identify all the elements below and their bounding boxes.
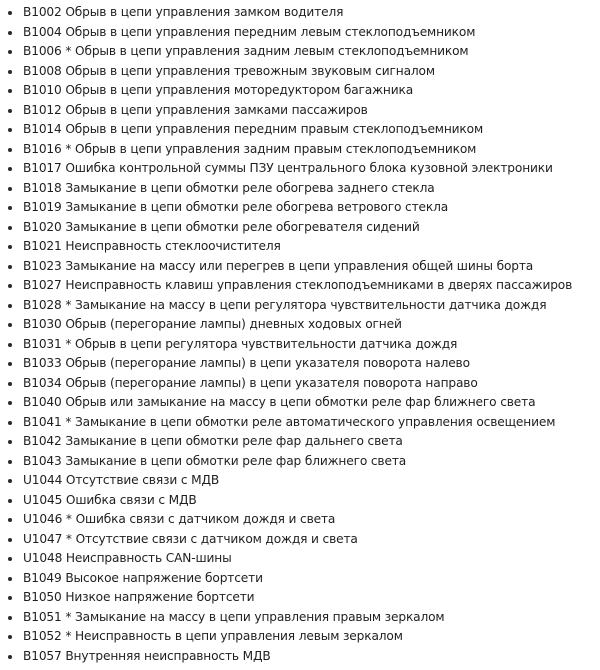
bullet-icon	[8, 655, 12, 659]
list-item	[6, 608, 598, 628]
bullet-icon	[8, 70, 12, 74]
bullet-icon	[8, 31, 12, 35]
bullet-icon	[8, 167, 12, 171]
bullet-icon	[8, 148, 12, 152]
fault-code-text: U1044 Отсутствие связи с МДВ	[23, 473, 220, 487]
list-item	[6, 432, 598, 452]
bullet-icon	[8, 518, 12, 522]
fault-code-text: B1017 Ошибка контрольной суммы ПЗУ центрального блока кузовной электроники	[23, 161, 553, 175]
list-item	[6, 491, 598, 511]
fault-code-text: B1030 Обрыв (перегорание лампы) дневных ходовых огней	[23, 317, 402, 331]
fault-code-text: B1051 * Замыкание на массу в цепи управления правым зеркалом	[23, 609, 445, 624]
fault-code-text: B1050 Низкое напряжение бортсети	[23, 590, 255, 604]
fault-code-text: B1052 * Неисправность в цепи управления левым зеркалом	[23, 629, 403, 643]
fault-code-text: B1040 Обрыв или замыкание на массу в цепи обмотки реле фар ближнего света	[23, 395, 536, 409]
list-item	[6, 198, 598, 218]
fault-code-text: B1010 Обрыв в цепи управления моторедуктором багажника	[23, 83, 414, 97]
list-item	[6, 374, 598, 394]
fault-code-text: B1049 Высокое напряжение бортсети	[23, 570, 263, 585]
bullet-icon	[8, 616, 12, 620]
fault-code-text: B1034 Обрыв (перегорание лампы) в цепи указателя поворота направо	[23, 375, 478, 390]
fault-code-text: B1033 Обрыв (перегорание лампы) в цепи указателя поворота налево	[23, 356, 470, 370]
list-item	[6, 413, 598, 433]
fault-code-text: B1018 Замыкание в цепи обмотки реле обогрева заднего стекла	[23, 180, 435, 195]
list-item	[6, 647, 598, 667]
bullet-icon	[8, 187, 12, 191]
bullet-icon	[8, 323, 12, 327]
bullet-icon	[8, 577, 12, 581]
list-item	[6, 510, 598, 530]
fault-code-text: B1012 Обрыв в цепи управления замками пассажиров	[23, 102, 368, 117]
fault-code-text: B1006 * Обрыв в цепи управления задним левым стеклоподъемником	[23, 44, 469, 58]
bullet-icon	[8, 635, 12, 639]
list-item	[6, 471, 598, 491]
bullet-icon	[8, 265, 12, 269]
fault-code-text: B1008 Обрыв в цепи управления тревожным звуковым сигналом	[23, 63, 435, 78]
list-item	[6, 530, 598, 550]
list-item	[6, 549, 598, 569]
bullet-icon	[8, 11, 12, 15]
fault-code-text: B1023 Замыкание на массу или перегрев в цепи управления общей шины борта	[23, 258, 534, 273]
bullet-icon	[8, 109, 12, 113]
bullet-icon	[8, 89, 12, 93]
list-item	[6, 42, 598, 62]
list-item	[6, 335, 598, 355]
bullet-icon	[8, 284, 12, 288]
bullet-icon	[8, 440, 12, 444]
bullet-icon	[8, 421, 12, 425]
list-item	[6, 393, 598, 413]
list-item	[6, 296, 598, 316]
fault-code-text: B1042 Замыкание в цепи обмотки реле фар дальнего света	[23, 434, 403, 448]
bullet-icon	[8, 50, 12, 54]
list-item	[6, 627, 598, 647]
fault-code-text: B1027 Неисправность клавиш управления стеклоподъемниками в дверях пассажиров	[23, 278, 573, 292]
fault-code-text: B1041 * Замыкание в цепи обмотки реле автоматического управления освещением	[23, 414, 556, 429]
bullet-icon	[8, 596, 12, 600]
list-item	[6, 452, 598, 472]
fault-code-text: B1057 Внутренняя неисправность МДВ	[23, 648, 271, 663]
list-item	[6, 588, 598, 608]
bullet-icon	[8, 206, 12, 210]
fault-code-text: U1045 Ошибка связи с МДВ	[23, 492, 197, 507]
fault-code-text: B1020 Замыкание в цепи обмотки реле обогревателя сидений	[23, 219, 420, 234]
fault-code-text: B1028 * Замыкание на массу в цепи регулятора чувствительности датчика дождя	[23, 297, 547, 312]
list-item	[6, 3, 598, 23]
list-item	[6, 62, 598, 82]
bullet-icon	[8, 245, 12, 249]
fault-code-text: B1016 * Обрыв в цепи управления задним правым стеклоподъемником	[23, 141, 477, 156]
fault-code-text: U1048 Неисправность CAN-шины	[23, 551, 232, 565]
list-item	[6, 179, 598, 199]
bullet-icon	[8, 226, 12, 230]
fault-code-text: B1021 Неисправность стеклоочистителя	[23, 239, 281, 253]
fault-code-text: B1019 Замыкание в цепи обмотки реле обогрева ветрового стекла	[23, 200, 449, 214]
fault-code-text: B1014 Обрыв в цепи управления передним правым стеклоподъемником	[23, 122, 483, 136]
bullet-icon	[8, 128, 12, 132]
fault-code-list	[6, 3, 598, 666]
fault-code-text: B1031 * Обрыв в цепи регулятора чувствительности датчика дождя	[23, 336, 458, 351]
list-item	[6, 23, 598, 43]
list-item	[6, 276, 598, 296]
bullet-icon	[8, 479, 12, 483]
fault-code-text: B1004 Обрыв в цепи управления передним левым стеклоподъемником	[23, 24, 476, 39]
list-item	[6, 159, 598, 179]
bullet-icon	[8, 538, 12, 542]
bullet-icon	[8, 304, 12, 308]
bullet-icon	[8, 557, 12, 561]
list-item	[6, 354, 598, 374]
list-item	[6, 81, 598, 101]
bullet-icon	[8, 401, 12, 405]
list-item	[6, 237, 598, 257]
fault-code-text: U1047 * Отсутствие связи с датчиком дождя и света	[23, 531, 358, 546]
bullet-icon	[8, 362, 12, 366]
list-item	[6, 315, 598, 335]
fault-code-text: B1043 Замыкание в цепи обмотки реле фар ближнего света	[23, 453, 407, 468]
list-item	[6, 101, 598, 121]
bullet-icon	[8, 343, 12, 347]
fault-code-text: B1002 Обрыв в цепи управления замком водителя	[23, 5, 344, 19]
bullet-icon	[8, 499, 12, 503]
bullet-icon	[8, 382, 12, 386]
list-item	[6, 569, 598, 589]
list-item	[6, 218, 598, 238]
list-item	[6, 140, 598, 160]
bullet-icon	[8, 460, 12, 464]
fault-code-text: U1046 * Ошибка связи с датчиком дождя и света	[23, 512, 336, 526]
list-item	[6, 120, 598, 140]
list-item	[6, 257, 598, 277]
